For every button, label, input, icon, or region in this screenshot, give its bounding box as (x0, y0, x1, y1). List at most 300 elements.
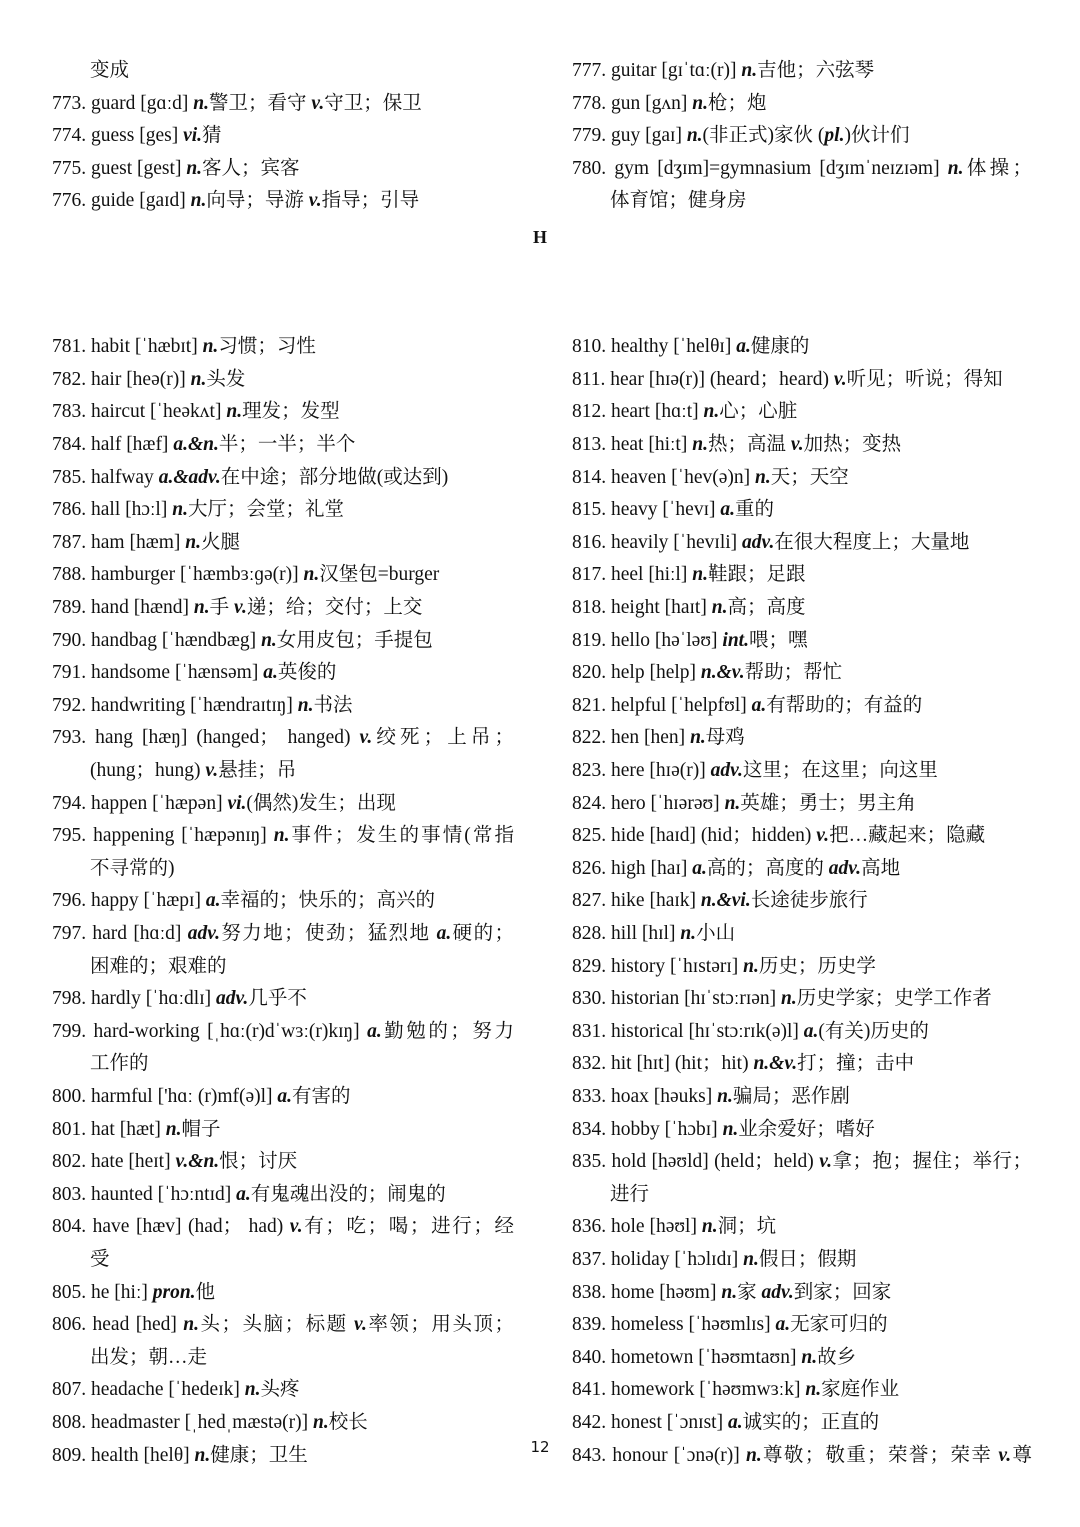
entry-headword: 780. gym [dʒɪm]=gymnasium [dʒɪmˈneɪzɪəm] (572, 157, 948, 179)
entry-definition: 健康的 (750, 336, 810, 358)
entry-line (52, 820, 514, 853)
entry-headword: 797. hard [hɑːd] (52, 923, 188, 944)
entry-headword: 814. heaven [ˈhev(ə)n] (572, 466, 755, 488)
entry-definition: 大厅；会堂；礼堂 (187, 499, 344, 521)
entry-headword: 820. help [help] (572, 662, 701, 684)
entry-line (52, 527, 514, 560)
part-of-speech: pron. (152, 1281, 196, 1303)
entry-definition: 幸福的；快乐的；高兴的 (220, 890, 435, 912)
entry-line (52, 251, 514, 284)
entry-line (52, 1244, 514, 1277)
part-of-speech: n. (202, 336, 219, 358)
part-of-speech: v. (289, 1216, 303, 1238)
entry-definition: 到家；回家 (793, 1281, 892, 1303)
part-of-speech: v. (816, 825, 830, 847)
part-of-speech: v. (833, 368, 847, 390)
entry-line (52, 592, 514, 625)
entry-headword: 815. heavy [ˈhevɪ] (572, 499, 721, 521)
entry-headword: 819. hello [həˈləʊ] (572, 629, 723, 651)
entry-definition: 枪；炮 (707, 92, 767, 114)
entry-definition: 这里；在这里；向这里 (742, 760, 938, 781)
entry-line (572, 153, 1032, 186)
entry-definition: 有鬼魂出没的；闹鬼的 (250, 1183, 446, 1205)
part-of-speech: v.&n. (175, 1151, 220, 1173)
entry-definition: 守卫；保卫 (324, 92, 422, 114)
entry-headword: 816. heavily [ˈhevɪli] (572, 531, 743, 553)
part-of-speech: n. (312, 1412, 329, 1433)
entry-headword: 831. historical [hɪˈstɔːrɪk(ə)l] (572, 1020, 804, 1042)
entry-definition: 努力地；使劲；猛烈地 (220, 923, 437, 944)
part-of-speech: n. (722, 1118, 739, 1140)
part-of-speech: a. (277, 1086, 293, 1107)
entry-line (52, 885, 514, 918)
entry-definition: 女用皮包；手提包 (276, 629, 433, 651)
entry-line (52, 1211, 514, 1244)
entry-headword: 823. here [hɪə(r)] (572, 760, 711, 781)
entry-definition: 火腿 (200, 531, 240, 553)
entry-headword: 838. home [həʊm] (572, 1281, 722, 1303)
entry-definition: 喂；嘿 (748, 629, 808, 651)
part-of-speech: v. (359, 727, 373, 749)
entry-line (572, 364, 1032, 397)
entry-line (52, 1309, 514, 1342)
entry-headword: 803. haunted [ˈhɔːntɪd] (52, 1183, 237, 1205)
part-of-speech: v. (354, 1314, 367, 1336)
part-of-speech: adv. (761, 1281, 794, 1303)
entry-line (52, 918, 514, 951)
entry-line (572, 462, 1032, 495)
entry-line (52, 120, 514, 153)
part-of-speech: n. (690, 727, 706, 749)
entry-definition: 几乎不 (248, 988, 307, 1010)
entry-line (52, 1146, 514, 1179)
entry-headword: 出发；朝…走 (90, 1346, 208, 1368)
entry-headword: 801. hat [hæt] (52, 1118, 166, 1140)
entry-definition: 听见；听说；得知 (846, 368, 1003, 390)
entry-line (52, 331, 514, 364)
entry-headword: 794. happen [ˈhæpən] (52, 792, 228, 814)
entry-definition: 在很大程度上；大量地 (774, 531, 970, 553)
part-of-speech: n. (193, 597, 210, 618)
entry-headword: 783. haircut [ˈheəkʌt] (52, 401, 227, 423)
entry-headword: 799. hard-working [ˌhɑː(r)dˈwɜː(r)kɪŋ] (52, 1020, 368, 1042)
part-of-speech: n. (703, 401, 720, 423)
entry-definition: 勤勉的；努力 (381, 1020, 514, 1042)
entry-line (572, 690, 1032, 723)
entry-headword: 788. hamburger [ˈhæmbɜːɡə(r)] (52, 564, 304, 586)
entry-headword: 829. history [ˈhɪstərɪ] (572, 955, 744, 977)
entry-headword: 818. height [haɪt] (572, 597, 712, 618)
entry-headword: 781. habit [ˈhæbɪt] (52, 336, 203, 358)
entry-headword: 806. head [hed] (52, 1314, 184, 1336)
entry-definition: 在中途；部分地做(或达到) (220, 466, 449, 488)
entry-headword: 不寻常的) (90, 857, 175, 879)
entry-headword: 791. handsome [ˈhænsəm] (52, 662, 264, 684)
entry-line (572, 1342, 1032, 1375)
entry-headword: 776. guide [gaɪd] (52, 190, 191, 212)
entry-line (572, 755, 1032, 788)
entry-headword: 817. heel [hiːl] (572, 564, 693, 586)
part-of-speech: n. (711, 597, 728, 618)
entry-headword: 840. hometown [ˈhəʊmtaʊn] (572, 1346, 802, 1368)
part-of-speech: n. (947, 157, 964, 179)
entry-definition: 书法 (313, 694, 353, 716)
entry-definition: 打；撞；击中 (797, 1053, 915, 1075)
entry-definition: 热；高温 (707, 434, 791, 455)
part-of-speech: pl. (824, 125, 845, 147)
part-of-speech: a.&n. (173, 434, 219, 455)
entry-headword: 827. hike [haɪk] (572, 890, 701, 912)
entry-definition: 诚实的；正直的 (742, 1412, 880, 1433)
entry-line (572, 918, 1032, 951)
entry-line (572, 251, 1032, 284)
entry-definition: 加热；变热 (803, 434, 902, 455)
entry-line (572, 396, 1032, 429)
entry-headword: 773. guard [gɑːd] (52, 92, 194, 114)
entry-headword: 782. hair [heə(r)] (52, 368, 191, 390)
entry-definition: 历史；历史学 (758, 955, 876, 977)
entry-definition: 帽子 (181, 1118, 221, 1140)
part-of-speech: n. (680, 923, 697, 944)
entry-headword: 困难的；艰难的 (90, 955, 227, 977)
entry-headword: 813. heat [hiːt] (572, 434, 693, 455)
entry-headword: 834. hobby [ˈhɔbɪ] (572, 1118, 723, 1140)
part-of-speech: n. (261, 629, 277, 651)
entry-line (52, 396, 514, 429)
entry-headword: 789. hand [hænd] (52, 597, 194, 618)
part-of-speech: n. (721, 1281, 738, 1303)
entry-definition: 悬挂；吊 (218, 760, 297, 781)
entry-line (572, 983, 1032, 1016)
entry-headword: 787. ham [hæm] (52, 531, 186, 553)
entry-definition: 习惯；习性 (218, 336, 316, 358)
part-of-speech: a. (736, 336, 751, 358)
part-of-speech: adv. (710, 760, 743, 781)
part-of-speech: n. (743, 955, 759, 977)
entry-definition: 猜 (202, 125, 222, 147)
entry-headword: 792. handwriting [ˈhændraɪtɪŋ] (52, 694, 298, 716)
entry-line (572, 1146, 1032, 1179)
part-of-speech: n. (692, 434, 708, 455)
entry-definition: 英俊的 (277, 662, 337, 684)
entry-line (572, 853, 1032, 886)
entry-line (572, 1374, 1032, 1407)
part-of-speech: n. (190, 368, 207, 390)
part-of-speech: a. (751, 694, 767, 716)
entry-line (52, 722, 514, 755)
part-of-speech: n. (805, 1379, 822, 1401)
entry-headword: 790. handbag [ˈhændbæg] (52, 629, 262, 651)
entry-definition: 客人；宾客 (202, 157, 300, 179)
entry-headword: 807. headache [ˈhedeɪk] (52, 1379, 245, 1401)
entry-headword: 843. honour [ˈɔnə(r)] (572, 1444, 746, 1466)
part-of-speech: v. (819, 1151, 832, 1173)
entry-definition: 指导；引导 (321, 190, 420, 212)
entry-headword: 810. healthy [ˈhelθɪ] (572, 336, 737, 358)
entry-line (52, 55, 514, 88)
part-of-speech: n. (186, 157, 203, 179)
entry-headword: 824. hero [ˈhɪərəʊ] (572, 792, 725, 814)
entry-definition: 率领；用头顶； (366, 1314, 514, 1336)
part-of-speech: n.&vi. (700, 890, 751, 912)
entry-line (572, 1016, 1032, 1049)
part-of-speech: n. (701, 1216, 718, 1238)
entry-definition: 事件；发生的事情(常指 (289, 825, 514, 847)
entry-headword: 828. hill [hɪl] (572, 923, 681, 944)
entry-definition: 业余爱好；嗜好 (738, 1118, 875, 1140)
part-of-speech: adv. (828, 857, 862, 879)
part-of-speech: n. (755, 466, 771, 488)
part-of-speech: v. (790, 434, 804, 455)
entry-definition: 英雄；勇士；男主角 (740, 792, 916, 814)
entry-definition: 汉堡包=burger (319, 564, 440, 586)
entry-headword: 796. happy [ˈhæpɪ] (52, 890, 206, 912)
entry-definition: 母鸡 (705, 727, 745, 749)
entry-headword: (hung；hung) (90, 760, 206, 781)
entry-definition: (有关)历史的 (818, 1020, 929, 1042)
entry-definition: 高的；高度的 (706, 857, 829, 879)
entry-line (572, 1211, 1032, 1244)
entry-headword: 808. headmaster [ˌhedˌmæstə(r)] (52, 1412, 313, 1433)
entry-headword: 822. hen [hen] (572, 727, 691, 749)
part-of-speech: v. (234, 597, 247, 618)
entry-line (52, 755, 514, 788)
entry-definition: 硬的； (451, 923, 514, 944)
entry-line (52, 1016, 514, 1049)
entry-definition: 尊 (1011, 1444, 1032, 1466)
entry-line (572, 331, 1032, 364)
entry-line (52, 1179, 514, 1212)
entry-line (572, 722, 1032, 755)
entry-headword: 786. hall [hɔːl] (52, 499, 173, 521)
entry-headword: 835. hold [həʊld] (held；held) (572, 1151, 820, 1173)
entry-headword: 774. guess [ges] (52, 125, 184, 147)
entry-headword: 841. homework [ˈhəʊmwɜːk] (572, 1379, 806, 1401)
entry-line (572, 788, 1032, 821)
entry-definition: 历史学家；史学工作者 (796, 988, 992, 1010)
entry-line (52, 788, 514, 821)
entry-headword: 837. holiday [ˈhɔlɪdɪ] (572, 1249, 744, 1270)
part-of-speech: n. (781, 988, 797, 1010)
entry-headword: 体育馆；健身房 (610, 190, 747, 212)
entry-definition: 恨；讨厌 (219, 1151, 298, 1173)
entry-headword: 785. halfway (52, 466, 159, 488)
entry-line (52, 1081, 514, 1114)
entry-headword: 812. heart [hɑːt] (572, 401, 704, 423)
entry-line (572, 494, 1032, 527)
entry-headword: 795. happening [ˈhæpənɪŋ] (52, 825, 274, 847)
entry-headword: 805. he [hiː] (52, 1281, 153, 1303)
entry-definition: 心；心脏 (719, 401, 798, 423)
part-of-speech: a. (236, 1183, 251, 1205)
entry-line (52, 153, 514, 186)
part-of-speech: a. (436, 923, 452, 944)
entry-definition: 头；头脑；标题 (199, 1314, 355, 1336)
entry-definition: 骗局；恶作剧 (732, 1086, 850, 1107)
entry-headword: 833. hoax [həuks] (572, 1086, 718, 1107)
part-of-speech: a. (803, 1020, 819, 1042)
entry-headword: 832. hit [hɪt] (hit；hit) (572, 1053, 754, 1075)
entry-definition: 家庭作业 (821, 1379, 900, 1401)
entry-definition: 拿；抱；握住；举行； (832, 1151, 1032, 1173)
part-of-speech: n. (741, 60, 758, 81)
entry-definition: 校长 (328, 1412, 368, 1433)
part-of-speech: n. (717, 1086, 733, 1107)
entry-definition: 有；吃；喝；进行；经 (302, 1216, 514, 1238)
part-of-speech: v. (311, 92, 325, 114)
page-number: 12 (530, 1438, 550, 1456)
entry-definition: 吉他；六弦琴 (757, 60, 875, 81)
entry-line (52, 185, 514, 218)
part-of-speech: n. (724, 792, 741, 814)
entry-definition: 头疼 (260, 1379, 300, 1401)
entry-definition: 无家可归的 (790, 1314, 888, 1336)
entry-line (572, 1048, 1032, 1081)
part-of-speech: vi. (183, 125, 203, 147)
entry-definition: 递；给；交付；上交 (246, 597, 423, 618)
entry-headword: 工作的 (90, 1053, 149, 1075)
entry-headword: 842. honest [ˈɔnɪst] (572, 1412, 728, 1433)
entry-definition: 长途徒步旅行 (750, 890, 868, 912)
part-of-speech: adv. (742, 531, 775, 553)
part-of-speech: n. (185, 531, 201, 553)
entry-headword: 821. helpful [ˈhelpfʊl] (572, 694, 752, 716)
entry-definition: 把…藏起来；隐藏 (829, 825, 986, 847)
entry-line (572, 820, 1032, 853)
entry-definition: 假日；假期 (758, 1249, 857, 1270)
entry-line (52, 462, 514, 495)
entry-line (572, 1081, 1032, 1114)
part-of-speech: a. (263, 662, 278, 684)
part-of-speech: n. (743, 1249, 759, 1270)
entry-line (52, 1277, 514, 1310)
entry-line (572, 55, 1032, 88)
part-of-speech: n. (273, 825, 290, 847)
entry-line (52, 1048, 514, 1081)
entry-definition: 半；一半；半个 (218, 434, 356, 455)
part-of-speech: a. (775, 1314, 791, 1336)
entry-headword: 793. hang [hæŋ] (hanged； hanged) (52, 727, 360, 749)
entry-headword: 受 (90, 1249, 110, 1270)
entry-definition: 他 (195, 1281, 216, 1303)
entry-line (572, 885, 1032, 918)
entry-line (572, 592, 1032, 625)
part-of-speech: n. (692, 92, 708, 114)
entry-definition: 高；高度 (727, 597, 806, 618)
entry-definition: 帮助；帮忙 (744, 662, 843, 684)
entry-headword: 784. half [hæf] (52, 434, 174, 455)
entry-definition: 手 (209, 597, 235, 618)
entry-headword: 778. gun [gʌn] (572, 92, 693, 114)
entry-headword: 802. hate [heɪt] (52, 1151, 176, 1173)
entry-line (572, 657, 1032, 690)
entry-line (572, 559, 1032, 592)
entry-definition: 尊敬；敬重；荣誉；荣幸 (761, 1444, 999, 1466)
entry-definition: 理发；发型 (242, 401, 340, 423)
part-of-speech: n. (194, 1444, 211, 1466)
part-of-speech: v. (205, 760, 219, 781)
entry-line (52, 364, 514, 397)
part-of-speech: n.&v. (753, 1053, 798, 1075)
part-of-speech: a. (692, 857, 707, 879)
entry-definition: 有害的 (292, 1086, 351, 1107)
part-of-speech: n. (193, 92, 209, 114)
entry-line (572, 120, 1032, 153)
entry-definition: 故乡 (817, 1346, 857, 1368)
entry-line (572, 429, 1032, 462)
part-of-speech: int. (722, 629, 749, 651)
entry-headword: 825. hide [haɪd] (hid；hidden) (572, 825, 817, 847)
part-of-speech: adv. (216, 988, 249, 1010)
entry-line (572, 1179, 1032, 1212)
entry-definition: 小山 (696, 923, 736, 944)
entry-line (52, 983, 514, 1016)
part-of-speech: a. (727, 1412, 743, 1433)
part-of-speech: n. (190, 190, 207, 212)
entry-line (572, 1244, 1032, 1277)
part-of-speech: n. (303, 564, 320, 586)
entry-line (52, 559, 514, 592)
entry-headword: 836. hole [həʊl] (572, 1216, 702, 1238)
entry-line (572, 625, 1032, 658)
part-of-speech: n. (172, 499, 188, 521)
entry-line (572, 1114, 1032, 1147)
entry-line (52, 1374, 514, 1407)
entry-headword: 变成 (90, 60, 130, 81)
entry-line (52, 853, 514, 886)
entry-line (52, 494, 514, 527)
entry-headword: 进行 (610, 1183, 650, 1205)
part-of-speech: a. (205, 890, 221, 912)
section-heading: H (532, 227, 547, 247)
entry-line (52, 88, 514, 121)
entry-headword: 839. homeless [ˈhəʊmlɪs] (572, 1314, 776, 1336)
part-of-speech: n. (297, 694, 314, 716)
entry-line (52, 951, 514, 984)
entry-line (572, 88, 1032, 121)
part-of-speech: a.&adv. (158, 466, 221, 488)
part-of-speech: v. (308, 190, 322, 212)
entry-definition: 头发 (206, 368, 246, 390)
part-of-speech: a. (720, 499, 735, 521)
entry-headword: 826. high [haɪ] (572, 857, 693, 879)
part-of-speech: n.&v. (700, 662, 745, 684)
entry-headword: 811. hear [hɪə(r)] (heard；heard) (572, 368, 834, 390)
entry-line (52, 429, 514, 462)
entry-definition: 高地 (861, 857, 901, 879)
entry-line (572, 1277, 1032, 1310)
entry-definition: )伙计们 (844, 125, 910, 147)
part-of-speech: n. (183, 1314, 199, 1336)
entry-line (572, 527, 1032, 560)
entry-headword: 809. health [helθ] (52, 1444, 195, 1466)
entry-line (52, 1342, 514, 1375)
entry-definition: 健康；卫生 (210, 1444, 308, 1466)
part-of-speech: n. (244, 1379, 261, 1401)
entry-definition: 天；天空 (770, 466, 849, 488)
part-of-speech: n. (746, 1444, 762, 1466)
entry-definition: 绞死；上吊； (372, 727, 514, 749)
part-of-speech: v. (998, 1444, 1012, 1466)
entry-definition: 重的 (735, 499, 775, 521)
entry-definition: 警卫；看守 (209, 92, 312, 114)
part-of-speech: n. (801, 1346, 818, 1368)
part-of-speech: adv. (187, 923, 221, 944)
entry-headword: 798. hardly [ˈhɑːdlɪ] (52, 988, 216, 1010)
part-of-speech: n. (692, 564, 708, 586)
entry-headword: 830. historian [hɪˈstɔːrɪən] (572, 988, 782, 1010)
part-of-speech: n. (165, 1118, 182, 1140)
